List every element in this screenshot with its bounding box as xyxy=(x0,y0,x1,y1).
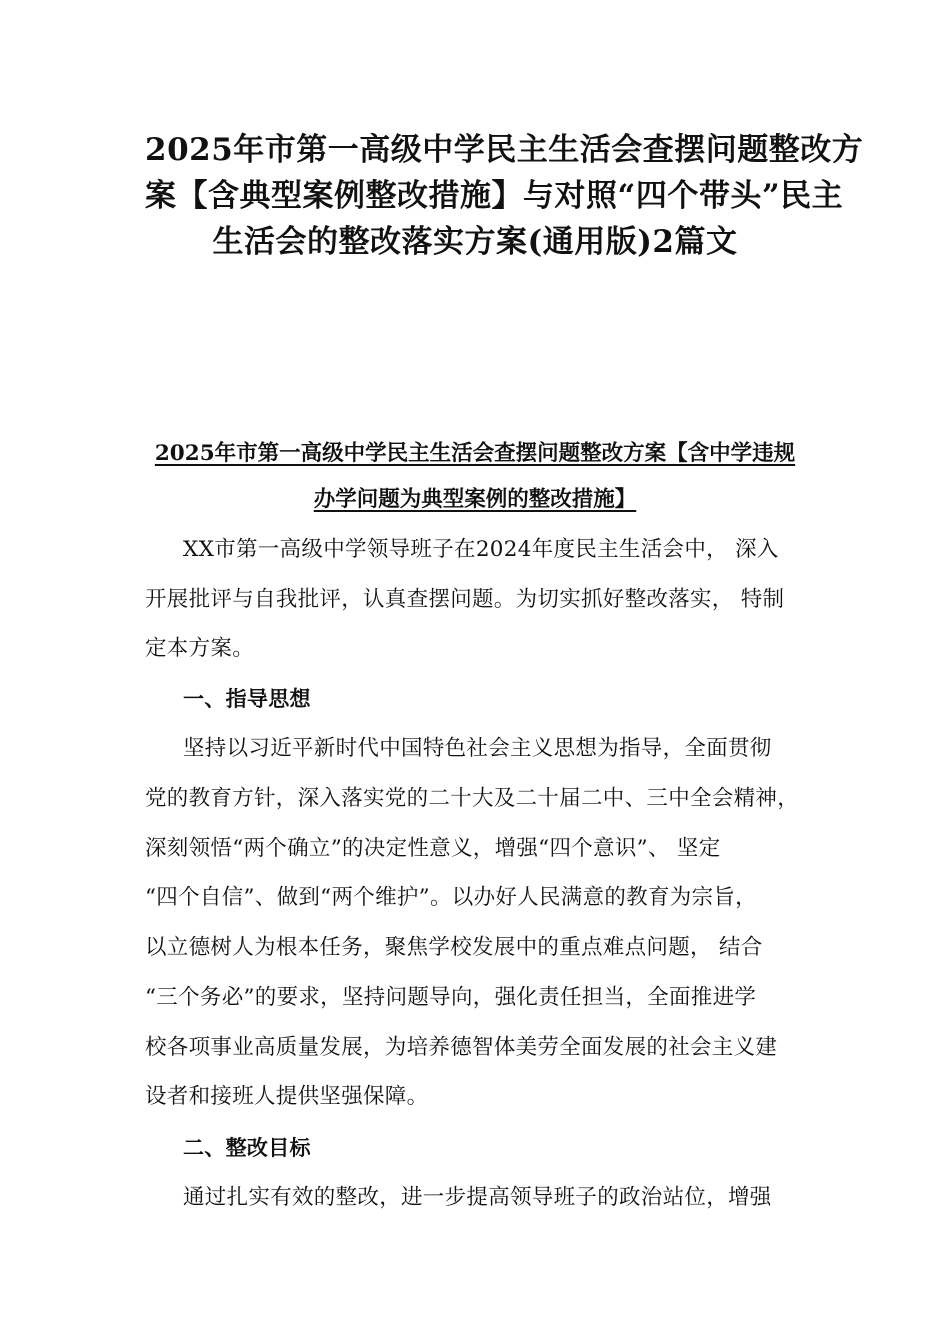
body-text-line: 校各项事业高质量发展，为培养德智体美劳全面发展的社会主义建 xyxy=(145,1035,778,1060)
document-title-line: 案【含典型案例整改措施】与对照“四个带头”民主 xyxy=(145,178,844,214)
section-heading-guiding-ideology: 一、指导思想 xyxy=(183,687,311,711)
document-title-line: 生活会的整改落实方案(通用版)2篇文 xyxy=(212,224,738,260)
body-text-line: 定本方案。 xyxy=(145,636,255,661)
body-text-line: 深刻领悟“两个确立”的决定性意义，增强“四个意识”、 坚定 xyxy=(145,836,721,861)
body-text-line: “四个自信”、做到“两个维护”。以办好人民满意的教育为宗旨， xyxy=(145,885,757,910)
body-text-line: 设者和接班人提供坚强保障。 xyxy=(145,1084,429,1109)
body-text-line: 通过扎实有效的整改，进一步提高领导班子的政治站位，增强 xyxy=(183,1185,772,1210)
body-text-line: 以立德树人为根本任务，聚焦学校发展中的重点难点问题， 结合 xyxy=(145,935,763,960)
section-heading-rectification-goals: 二、整改目标 xyxy=(183,1136,311,1160)
document-title-line: 2025年市第一高级中学民主生活会查摆问题整改方 xyxy=(145,132,864,168)
section-title xyxy=(130,431,820,523)
section-title-line: 办学问题为典型案例的整改措施】 xyxy=(313,487,637,512)
body-text-line: XX市第一高级中学领导班子在2024年度民主生活会中， 深入 xyxy=(183,537,779,562)
body-text-line: 开展批评与自我批评，认真查摆问题。为切实抓好整改落实， 特制 xyxy=(145,587,785,612)
section-title-line: 2025年市第一高级中学民主生活会查摆问题整改方案【含中学违规 xyxy=(154,441,796,466)
body-text-line: “三个务必”的要求，坚持问题导向，强化责任担当，全面推进学 xyxy=(145,985,757,1010)
body-text-line: 党的教育方针，深入落实党的二十大及二十届二中、三中全会精神， xyxy=(145,786,800,811)
document-title xyxy=(145,127,864,265)
body-text-line: 坚持以习近平新时代中国特色社会主义思想为指导，全面贯彻 xyxy=(183,736,772,761)
